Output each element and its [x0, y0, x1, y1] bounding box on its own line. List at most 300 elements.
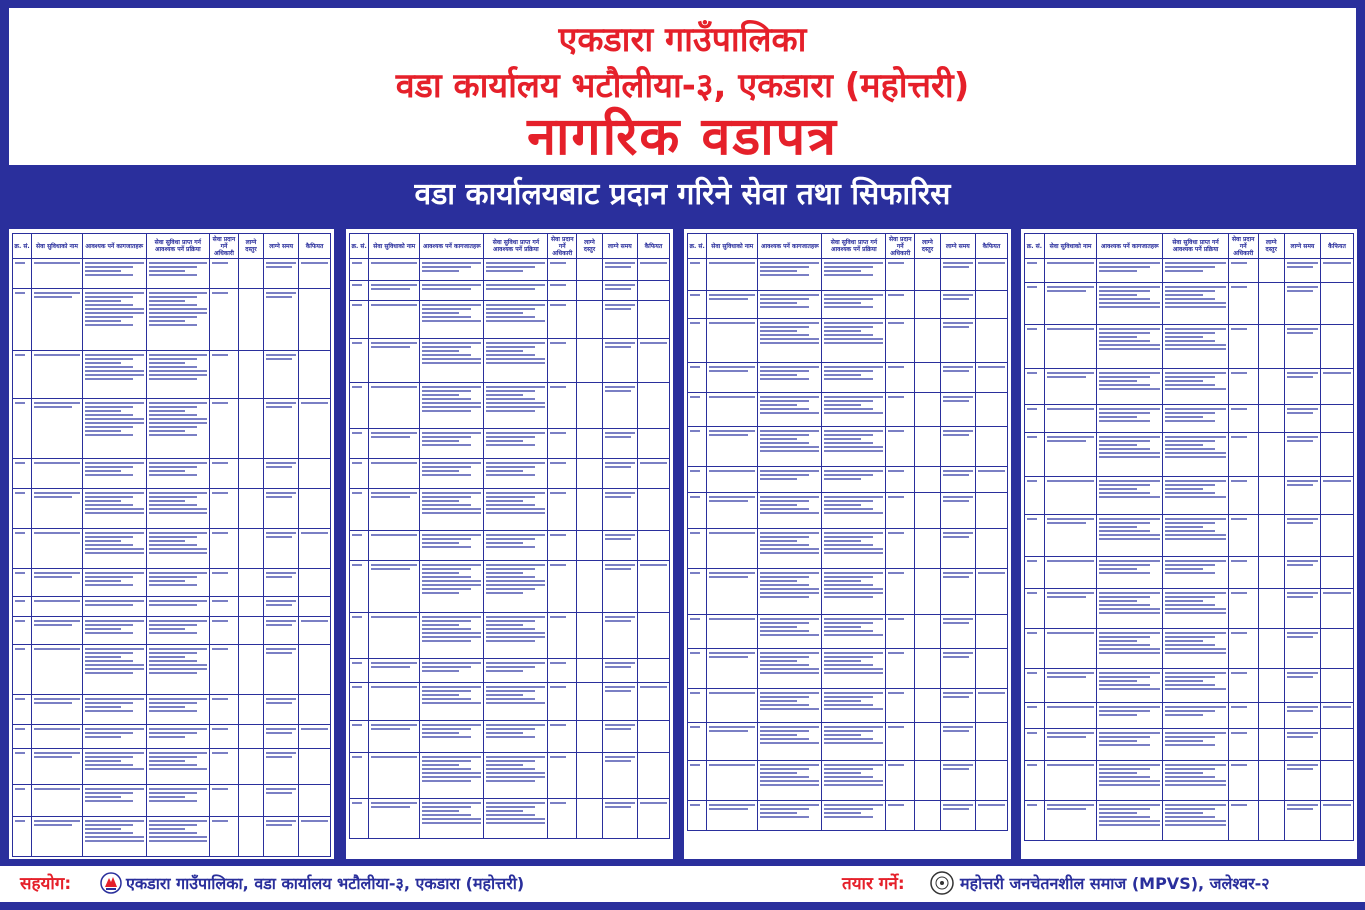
fine-print-line	[149, 312, 208, 314]
table-cell	[915, 467, 941, 493]
table-cell	[1284, 433, 1320, 477]
fine-print-line	[943, 536, 969, 538]
fine-print-line	[34, 600, 80, 602]
column-header: क्र. सं.	[13, 234, 32, 259]
table-cell	[146, 459, 210, 489]
table-cell	[32, 695, 83, 725]
table-cell	[1258, 589, 1284, 629]
fine-print-line	[760, 446, 819, 448]
fine-print-line	[824, 446, 883, 448]
table-cell	[238, 749, 263, 785]
fine-print-line	[422, 534, 481, 536]
table-cell	[264, 351, 299, 399]
fine-print-line	[760, 412, 819, 414]
table-cell	[1258, 729, 1284, 761]
table-row	[13, 785, 331, 817]
fine-print-line	[15, 354, 25, 356]
fine-print-line	[301, 402, 328, 404]
fine-print-line	[824, 450, 883, 452]
table-cell	[210, 569, 239, 597]
fine-print-line	[1165, 384, 1215, 386]
table-cell	[264, 569, 299, 597]
fine-print-line	[371, 802, 417, 804]
fine-print-line	[690, 764, 700, 766]
fine-print-line	[760, 378, 809, 380]
table-cell	[238, 351, 263, 399]
fine-print-line	[301, 262, 328, 264]
table-cell	[82, 569, 146, 597]
fine-print-line	[1165, 286, 1226, 288]
table-cell	[1284, 801, 1320, 841]
table-cell	[548, 683, 577, 721]
fine-print-line	[371, 432, 417, 434]
fine-print-line	[760, 692, 819, 694]
fine-print-line	[486, 512, 545, 514]
table-cell	[1025, 729, 1045, 761]
fine-print-line	[1165, 488, 1203, 490]
fine-print-line	[943, 496, 973, 498]
fine-print-line	[352, 534, 362, 536]
table-cell	[940, 569, 975, 615]
fine-print-line	[422, 466, 471, 468]
fine-print-line	[422, 496, 471, 498]
table-cell	[707, 723, 758, 761]
fine-print-line	[371, 724, 417, 726]
fine-print-line	[760, 672, 819, 674]
fine-print-line	[709, 692, 755, 694]
table-cell	[940, 649, 975, 689]
table-cell	[707, 427, 758, 467]
fine-print-line	[486, 386, 545, 388]
table-cell	[975, 427, 1007, 467]
table-cell	[264, 597, 299, 617]
fine-print-line	[760, 656, 809, 658]
fine-print-line	[1165, 568, 1203, 570]
table-cell	[915, 761, 941, 801]
fine-print-line	[1165, 644, 1215, 646]
fine-print-line	[85, 710, 133, 712]
fine-print-line	[1099, 492, 1149, 494]
fine-print-line	[422, 308, 471, 310]
fine-print-line	[824, 652, 883, 654]
fine-print-line	[1231, 706, 1247, 708]
table-cell	[1044, 477, 1097, 515]
table-cell	[1163, 477, 1229, 515]
fine-print-line	[85, 648, 144, 650]
fine-print-line	[34, 492, 80, 494]
fine-print-line	[34, 406, 72, 408]
column-header: सेवा सुविधाको नाम	[707, 234, 758, 259]
fine-print-line	[1099, 522, 1149, 524]
fine-print-line	[486, 266, 535, 268]
table-cell	[577, 259, 603, 281]
fine-print-line	[422, 628, 471, 630]
table-cell	[548, 531, 577, 561]
fine-print-line	[1099, 560, 1160, 562]
fine-print-line	[85, 796, 121, 798]
fine-print-line	[266, 702, 292, 704]
fine-print-line	[943, 764, 973, 766]
fine-print-line	[605, 386, 635, 388]
fine-print-line	[760, 338, 819, 340]
fine-print-line	[1165, 672, 1226, 674]
fine-print-line	[486, 702, 545, 704]
footer-bar	[0, 866, 1365, 902]
table-cell	[299, 617, 331, 645]
fine-print-line	[371, 346, 410, 348]
table-row	[688, 493, 1008, 529]
table-cell	[350, 683, 369, 721]
table-cell	[210, 645, 239, 695]
table-row	[688, 291, 1008, 319]
column-header: लाग्ने समय	[940, 234, 975, 259]
fine-print-line	[824, 370, 873, 372]
fine-print-line	[824, 726, 883, 728]
fine-print-line	[486, 588, 535, 590]
fine-print-line	[1047, 436, 1095, 438]
table-cell	[602, 489, 637, 531]
fine-print-line	[85, 548, 144, 550]
table-cell	[420, 799, 484, 839]
fine-print-line	[824, 584, 873, 586]
fine-print-line	[760, 634, 819, 636]
fine-print-line	[34, 728, 80, 730]
fine-print-line	[266, 576, 292, 578]
table-cell	[1097, 801, 1163, 841]
fine-print-line	[422, 690, 471, 692]
table-cell	[548, 489, 577, 531]
table-cell	[915, 427, 941, 467]
table-cell	[758, 363, 822, 393]
fine-print-line	[1099, 706, 1160, 708]
table-cell	[1025, 259, 1045, 283]
fine-print-line	[422, 632, 481, 634]
table-cell	[420, 531, 484, 561]
table-cell	[1258, 405, 1284, 433]
fine-print-line	[888, 652, 903, 654]
fine-print-line	[149, 270, 185, 272]
table-cell	[602, 429, 637, 459]
table-cell	[975, 649, 1007, 689]
fine-print-line	[1165, 740, 1203, 742]
fine-print-line	[1287, 436, 1318, 438]
table-cell	[688, 319, 707, 363]
table-cell	[940, 761, 975, 801]
fine-print-line	[1099, 732, 1160, 734]
table-row	[1025, 729, 1354, 761]
fine-print-line	[212, 820, 227, 822]
fine-print-line	[85, 702, 133, 704]
table-cell	[32, 725, 83, 749]
fine-print-line	[1165, 564, 1215, 566]
table-cell	[146, 645, 210, 695]
table-cell	[350, 531, 369, 561]
fine-print-line	[1287, 262, 1318, 264]
fine-print-line	[422, 312, 459, 314]
fine-print-line	[760, 322, 819, 324]
fine-print-line	[605, 436, 631, 438]
table-cell	[758, 427, 822, 467]
fine-print-line	[1047, 440, 1087, 442]
fine-print-line	[1099, 740, 1137, 742]
fine-print-line	[486, 810, 523, 812]
table-cell	[822, 649, 886, 689]
table-cell	[238, 399, 263, 459]
fine-print-line	[149, 824, 197, 826]
fine-print-line	[1099, 336, 1137, 338]
fine-print-line	[760, 540, 797, 542]
table-cell	[1097, 761, 1163, 801]
table-cell	[940, 393, 975, 427]
table-cell	[484, 683, 548, 721]
table-row	[350, 259, 670, 281]
fine-print-line	[550, 284, 565, 286]
fine-print-line	[34, 402, 80, 404]
table-cell	[602, 459, 637, 489]
fine-print-line	[943, 804, 973, 806]
table-cell	[577, 799, 603, 839]
table-cell	[707, 363, 758, 393]
fine-print-line	[1099, 820, 1160, 822]
table-cell	[1163, 761, 1229, 801]
fine-print-line	[1027, 592, 1037, 594]
fine-print-line	[1027, 764, 1037, 766]
fine-print-line	[760, 306, 809, 308]
table-cell	[1284, 369, 1320, 405]
fine-print-line	[943, 298, 969, 300]
fine-print-line	[760, 396, 819, 398]
fine-print-line	[486, 346, 535, 348]
table-cell	[758, 615, 822, 649]
table-row	[1025, 477, 1354, 515]
fine-print-line	[149, 584, 197, 586]
fine-print-line	[486, 632, 545, 634]
table-cell	[1097, 325, 1163, 369]
table-row	[13, 569, 331, 597]
fine-print-line	[760, 342, 819, 344]
fine-print-line	[550, 342, 565, 344]
fine-print-line	[1165, 262, 1226, 264]
fine-print-line	[149, 832, 197, 834]
fine-print-line	[1287, 412, 1314, 414]
fine-print-line	[85, 604, 133, 606]
fine-print-line	[1231, 436, 1247, 438]
table-cell	[975, 393, 1007, 427]
fine-print-line	[422, 342, 481, 344]
fine-print-line	[266, 604, 292, 606]
table-cell	[1025, 515, 1045, 557]
fine-print-line	[1047, 764, 1095, 766]
table-cell	[602, 721, 637, 753]
fine-print-line	[824, 734, 861, 736]
fine-print-line	[709, 430, 755, 432]
table-cell	[688, 615, 707, 649]
table-cell	[637, 753, 669, 799]
fine-print-line	[1099, 294, 1137, 296]
fine-print-line	[149, 656, 185, 658]
fine-print-line	[266, 698, 296, 700]
fine-print-line	[1099, 496, 1160, 498]
fine-print-line	[266, 788, 296, 790]
table-cell	[1044, 433, 1097, 477]
table-row	[1025, 629, 1354, 669]
fine-print-line	[149, 474, 197, 476]
table-cell	[210, 289, 239, 351]
fine-print-line	[888, 366, 903, 368]
fine-print-line	[709, 656, 748, 658]
table-cell	[32, 645, 83, 695]
fine-print-line	[212, 728, 227, 730]
table-cell	[548, 659, 577, 683]
fine-print-line	[486, 636, 545, 638]
fine-print-line	[149, 576, 197, 578]
fine-print-line	[1027, 286, 1037, 288]
fine-print-line	[149, 706, 185, 708]
fine-print-line	[1165, 636, 1215, 638]
table-cell	[707, 393, 758, 427]
fine-print-line	[1287, 732, 1318, 734]
table-cell	[577, 429, 603, 459]
fine-print-line	[15, 462, 25, 464]
fine-print-line	[15, 402, 25, 404]
fine-print-line	[1027, 480, 1037, 482]
table-row	[688, 649, 1008, 689]
table-cell	[577, 561, 603, 613]
fine-print-line	[85, 504, 133, 506]
table-cell	[350, 659, 369, 683]
fine-print-line	[371, 568, 410, 570]
table-cell	[758, 723, 822, 761]
table-cell	[1163, 703, 1229, 729]
fine-print-line	[1165, 408, 1226, 410]
table-cell	[32, 489, 83, 529]
table-row	[1025, 283, 1354, 325]
table-cell	[264, 459, 299, 489]
table-cell	[146, 399, 210, 459]
fine-print-line	[1165, 772, 1203, 774]
fine-print-line	[85, 316, 133, 318]
fine-print-line	[760, 572, 819, 574]
fine-print-line	[149, 304, 197, 306]
fine-print-line	[760, 408, 809, 410]
fine-print-line	[85, 426, 133, 428]
table-cell	[238, 617, 263, 645]
column-header: सेवा प्रदान गर्ने अधिकारी	[548, 234, 577, 259]
fine-print-line	[824, 580, 861, 582]
fine-print-line	[1165, 340, 1215, 342]
fine-print-line	[605, 346, 631, 348]
fine-print-line	[1047, 522, 1087, 524]
table-row	[688, 723, 1008, 761]
table-cell	[13, 351, 32, 399]
fine-print-line	[1099, 608, 1160, 610]
table-cell	[1258, 801, 1284, 841]
fine-print-line	[486, 728, 535, 730]
table-row	[13, 289, 331, 351]
fine-print-line	[1165, 824, 1226, 826]
table-row	[1025, 325, 1354, 369]
fine-print-line	[1287, 522, 1314, 524]
fine-print-line	[1099, 348, 1160, 350]
fine-print-line	[824, 396, 883, 398]
table-cell	[1163, 259, 1229, 283]
fine-print-line	[1287, 328, 1318, 330]
table-cell	[1228, 259, 1258, 283]
table-cell	[707, 761, 758, 801]
fine-print-line	[85, 410, 121, 412]
table-cell	[299, 785, 331, 817]
table-cell	[299, 259, 331, 289]
fine-print-line	[371, 436, 410, 438]
fine-print-line	[422, 616, 481, 618]
table-cell	[82, 817, 146, 857]
fine-print-line	[824, 412, 883, 414]
fine-print-line	[605, 666, 631, 668]
fine-print-line	[1165, 780, 1226, 782]
fine-print-line	[1165, 608, 1226, 610]
table-cell	[369, 301, 420, 339]
fine-print-line	[85, 840, 144, 842]
table-cell	[548, 799, 577, 839]
table-cell	[1284, 515, 1320, 557]
table-cell	[82, 617, 146, 645]
fine-print-line	[15, 728, 25, 730]
fine-print-line	[422, 818, 481, 820]
table-row	[1025, 669, 1354, 703]
fine-print-line	[1099, 530, 1149, 532]
fine-print-line	[1165, 676, 1215, 678]
fine-print-line	[760, 508, 809, 510]
table-cell	[602, 799, 637, 839]
table-cell	[758, 649, 822, 689]
table-cell	[420, 561, 484, 613]
fine-print-line	[486, 666, 535, 668]
fine-print-line	[149, 536, 197, 538]
fine-print-line	[760, 734, 797, 736]
fine-print-line	[149, 496, 197, 498]
fine-print-line	[1099, 572, 1149, 574]
fine-print-line	[1047, 286, 1095, 288]
fine-print-line	[1099, 270, 1137, 272]
table-cell	[758, 761, 822, 801]
table-cell	[210, 725, 239, 749]
column-header: सेवा प्रदान गर्ने अधिकारी	[1228, 234, 1258, 259]
fine-print-line	[149, 466, 197, 468]
table-cell	[82, 259, 146, 289]
table-cell	[1097, 259, 1163, 283]
fine-print-line	[1099, 636, 1149, 638]
fine-print-line	[422, 580, 481, 582]
fine-print-line	[640, 686, 667, 688]
fine-print-line	[85, 732, 133, 734]
fine-print-line	[85, 496, 133, 498]
table-row	[688, 319, 1008, 363]
table-cell	[32, 399, 83, 459]
fine-print-line	[1099, 772, 1137, 774]
table-cell	[602, 531, 637, 561]
fine-print-line	[1099, 372, 1160, 374]
fine-print-line	[760, 374, 797, 376]
table-cell	[210, 529, 239, 569]
table-row	[13, 259, 331, 289]
table-cell	[577, 489, 603, 531]
fine-print-line	[486, 284, 545, 286]
fine-print-line	[824, 408, 873, 410]
fine-print-line	[149, 512, 208, 514]
fine-print-line	[943, 366, 973, 368]
fine-print-line	[824, 430, 883, 432]
fine-print-line	[149, 800, 197, 802]
